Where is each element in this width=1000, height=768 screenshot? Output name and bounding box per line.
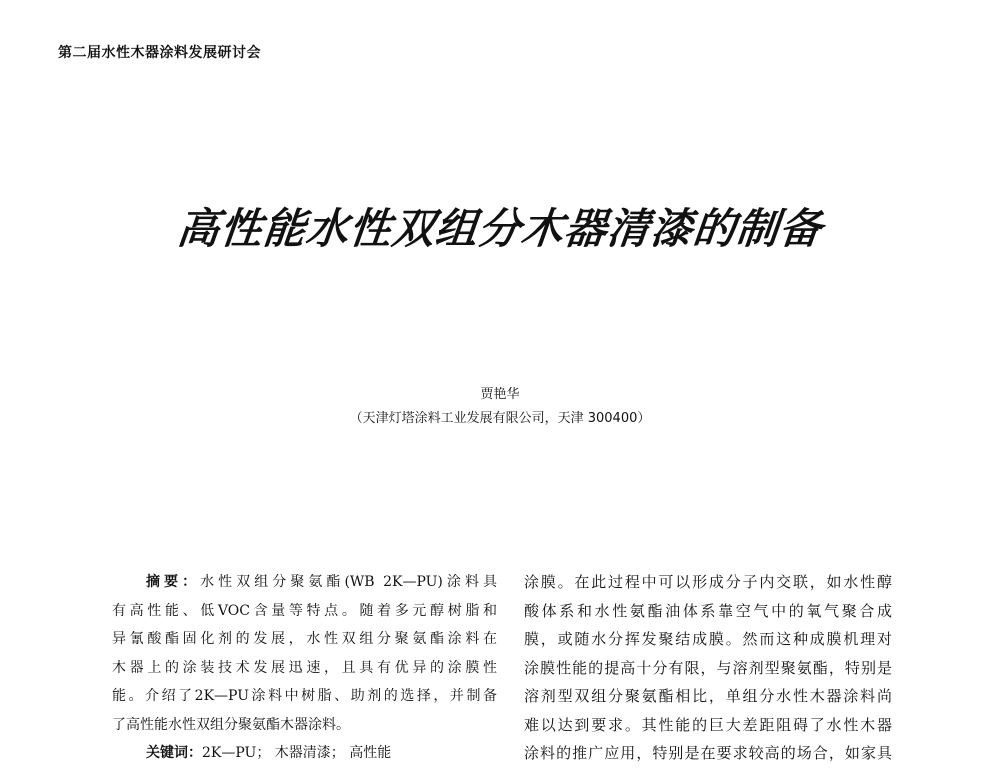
author-name: 贾艳华 <box>480 387 520 402</box>
body-line: 膜，或随水分挥发聚结成膜。然而这种成膜机理对 <box>524 630 892 648</box>
abstract-label: 摘要： <box>146 574 201 590</box>
abstract-text: 水性双组分聚氨酯(WB 2K—PU)涂料具 <box>200 574 498 590</box>
body-line: 涂料的推广应用，特别是在要求较高的场合，如家具 <box>524 744 892 762</box>
abstract-line <box>112 568 497 597</box>
abstract-line: 有高性能、低VOC含量等特点。随着多元醇树脂和 <box>112 602 497 619</box>
body-line: 难以达到要求。其性能的巨大差距阻碍了水性木器 <box>524 715 892 734</box>
body-line: 酸体系和水性氨酯油体系靠空气中的氧气聚合成 <box>524 601 892 620</box>
abstract-line: 了高性能水性双组分聚氨酯木器涂料。 <box>112 716 350 733</box>
keywords-label: 关键词： <box>146 745 202 761</box>
body-line: 溶剂型双组分聚氨酯相比，单组分水性木器涂料尚 <box>524 687 892 705</box>
author-affiliation: （天津灯塔涂料工业发展有限公司，天津 300400） <box>349 411 651 426</box>
keywords-line <box>112 739 497 768</box>
keywords-text: 2K—PU； 木器清漆； 高性能 <box>202 745 392 761</box>
abstract-line: 木器上的涂装技术发展迅速，且具有优异的涂膜性 <box>112 659 497 676</box>
conference-header: 第二届水性木器涂料发展研讨会 <box>58 45 261 61</box>
body-text-column <box>524 568 892 768</box>
abstract-line: 异氰酸酯固化剂的发展，水性双组分聚氨酯涂料在 <box>112 631 497 647</box>
paper-title: 高性能水性双组分木器清漆的制备 <box>174 204 825 253</box>
abstract-column <box>112 568 497 768</box>
body-line: 涂膜性能的提高十分有限，与溶剂型聚氨酯，特别是 <box>524 658 892 677</box>
body-line: 涂膜。在此过程中可以形成分子内交联，如水性醇 <box>524 573 892 591</box>
abstract-line: 能。介绍了2K—PU涂料中树脂、助剂的选择，并制备 <box>112 688 497 704</box>
